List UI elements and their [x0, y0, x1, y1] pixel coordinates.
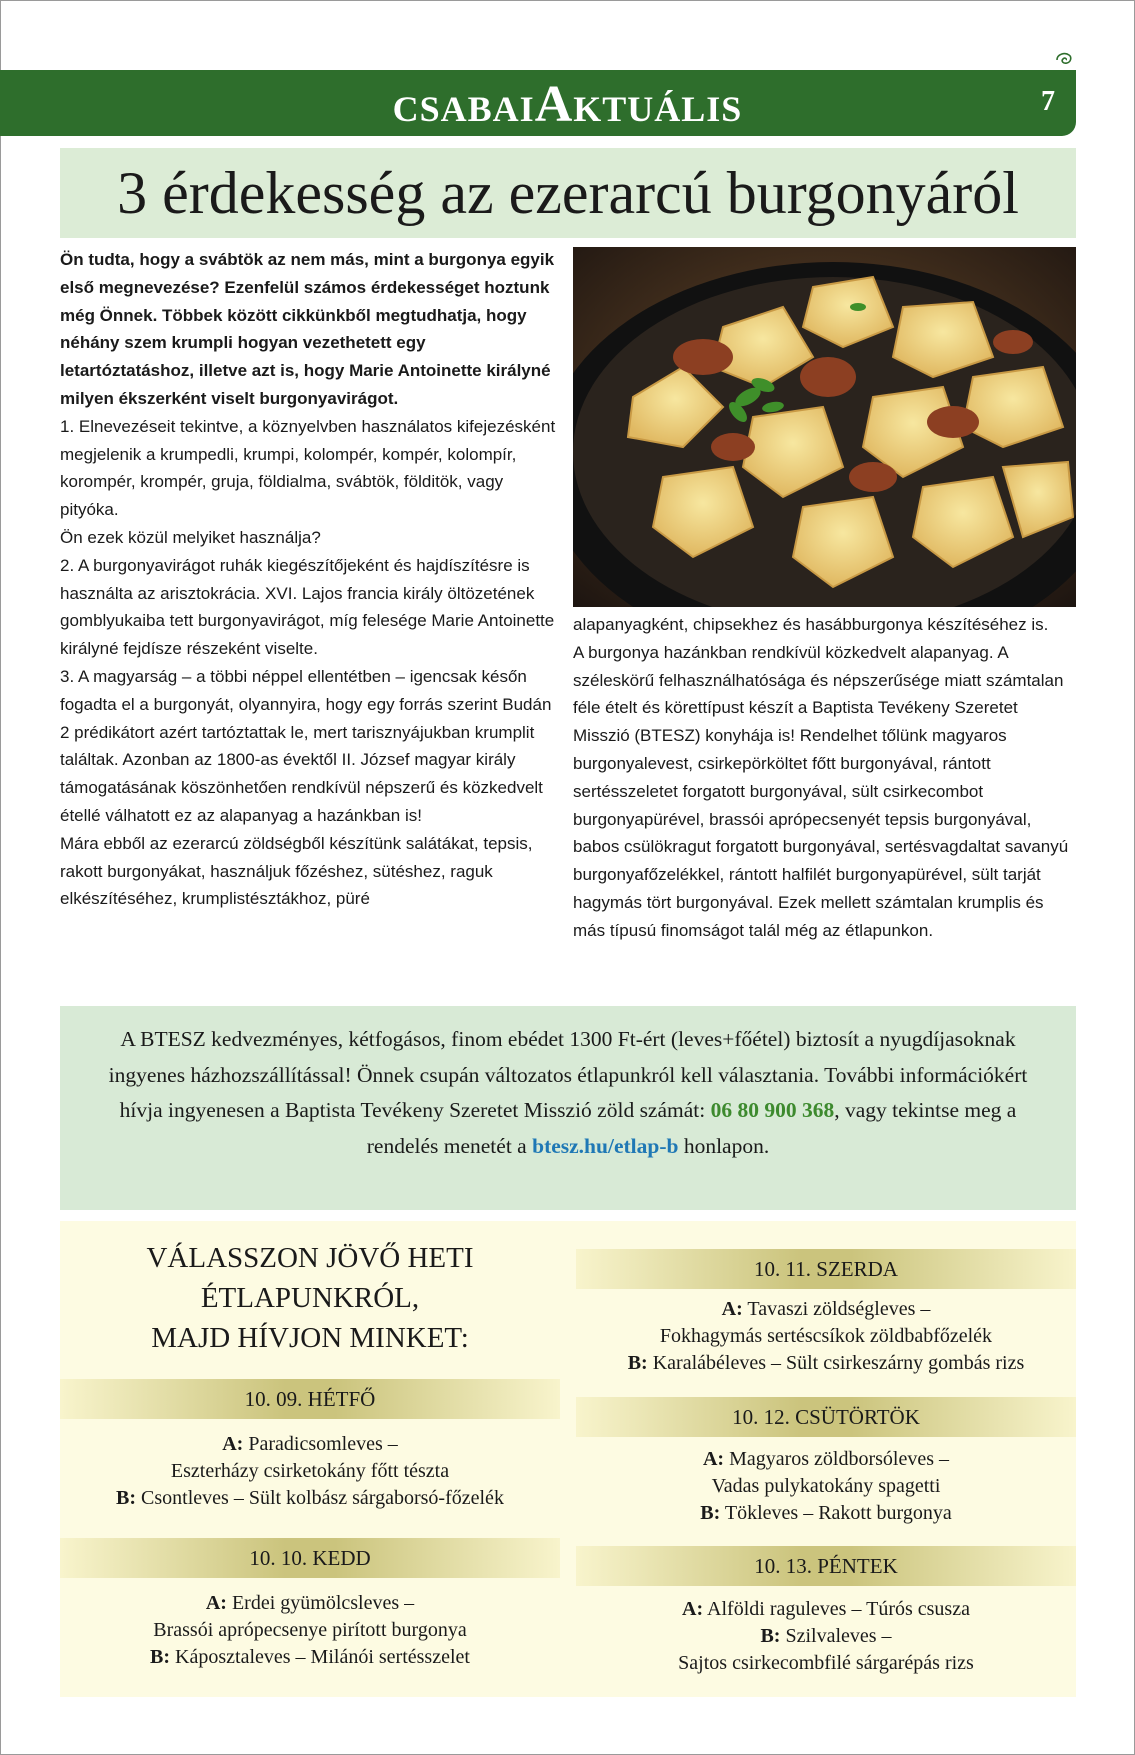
dish-line [60, 1485, 560, 1512]
dish-line: Eszterházy csirketokány főtt tészta [170, 1460, 450, 1482]
day-dishes-friday [576, 1596, 1076, 1677]
dish-line [60, 1644, 560, 1671]
day-header-thursday: 10. 12. CSÜTÖRTÖK [576, 1397, 1076, 1437]
dish-text: Karalábéleves – Sült csirkeszárny gombás rizs [647, 1352, 1025, 1374]
option-label: B: [627, 1352, 648, 1374]
dish-line [576, 1500, 1076, 1527]
dish-text: Erdei gyümölcsleves – [226, 1592, 415, 1614]
article-paragraph: 1. Elnevezéseit tekintve, a köznyelvben használatos kifejezésként megjelenik a krumpedli, krumpi, kolompér, kompér, kolompír, korompér, krompér, gruja, földialma, svábtök, földitök, vagy pityóka. [60, 416, 556, 520]
article-paragraph: alapanyagként, chipsekhez és hasábburgonya készítéséhez is. [573, 615, 1049, 634]
article-paragraph: A burgonya hazánkban rendkívül közkedvelt alapanyag. A széleskörű felhasználhatósága és népszerűsége miatt számtalan féle ételt és körettípust készít a Baptista Tevékeny Szeretet Misszió (BTESZ) konyhája is! Rendelhet tőlünk magyaros burgonyalevest, csirkepörköltet főtt burgonyával, rántott sertésszeletet forgatott burgonyával, sült csirkecombot burgonyapürével, brassói aprópecsenyét tepsis burgonyával, babos csülökragut forgatott burgonyával, sertésvagdaltat savanyú burgonyafőzelékkel, rántott halfilét burgonyapürével, sült tarját hagymás tört burgonyával. Ezek mellett számtalan krumplis és más típusú finomságot talál még az étlapunkon. [573, 642, 1069, 940]
phone-number: 06 80 900 368 [710, 1098, 835, 1122]
dish-text: Káposztaleves – Milánói sertésszelet [170, 1646, 470, 1668]
dish-text: Tavaszi zöldségleves – [742, 1298, 931, 1320]
masthead-prefix: CSABAI [392, 89, 535, 129]
option-label: B: [116, 1487, 137, 1509]
article-paragraph: 2. A burgonyavirágot ruhák kiegészítőjeként és hajdíszítésre is használta az arisztokrácia. XVI. Lajos francia király öltözetének gomblyukaiba tett burgonyavirágot, míg felesége Marie Antoinette királyné fejdísze részeként viselte. [60, 555, 555, 659]
masthead [0, 76, 1135, 138]
menu-heading-line: VÁLASSZON JÖVŐ HETI [146, 1242, 474, 1274]
dish-text: Magyaros zöldborsóleves – [724, 1448, 950, 1470]
day-header-monday: 10. 09. HÉTFŐ [60, 1379, 560, 1419]
dish-line: Vadas pulykatokány spagetti [711, 1475, 941, 1497]
masthead-suffix: KTUÁLIS [573, 89, 743, 129]
dish-text: Paradicsomleves – [243, 1433, 398, 1455]
dish-line [576, 1350, 1076, 1377]
dish-text: Szilvaleves – [780, 1625, 892, 1647]
article-left-column [60, 246, 560, 913]
menu-heading-line: ÉTLAPUNKRÓL, [200, 1282, 420, 1314]
dish-line: Brassói aprópecsenye pirított burgonya [153, 1619, 467, 1641]
article-paragraph: Mára ebből az ezerarcú zöldségből készítünk salátákat, tepsis, rakott burgonyákat, használjuk főzéshez, sütéshez, raguk elkészítéséhez, krumplistésztákhoz, püré [60, 833, 533, 909]
day-header-wednesday: 10. 11. SZERDA [576, 1249, 1076, 1289]
article-paragraph: Ön ezek közül melyiket használja? [60, 527, 321, 547]
info-text [100, 1022, 1036, 1164]
day-dishes-monday [60, 1431, 560, 1512]
article-right-column [573, 611, 1076, 945]
masthead-big-letter: A [534, 76, 574, 133]
dish-text: Alföldi raguleves – Túrós csusza [703, 1598, 970, 1620]
menu-heading [60, 1238, 560, 1358]
day-dishes-thursday [576, 1446, 1076, 1527]
option-label: A: [682, 1598, 704, 1620]
day-dishes-tuesday [60, 1590, 560, 1671]
potato-dish-photo [573, 247, 1076, 607]
info-text-part: honlapon. [678, 1133, 770, 1158]
website-link[interactable]: btesz.hu/etlap-b [532, 1133, 679, 1158]
dish-line: Fokhagymás sertéscsíkok zöldbabfőzelék [659, 1325, 993, 1347]
dish-line: Sajtos csirkecombfilé sárgarépás rizs [678, 1652, 974, 1674]
dish-line [576, 1623, 1076, 1650]
option-label: B: [700, 1502, 721, 1524]
day-dishes-wednesday [576, 1296, 1076, 1377]
dish-line [576, 1296, 1076, 1323]
option-label: A: [205, 1592, 227, 1614]
menu-heading-line: MAJD HÍVJON MINKET: [151, 1322, 469, 1354]
article-paragraph: 3. A magyarság – a többi néppel ellentétben – igencsak későn fogadta el a burgonyát, olyannyira, hogy egy forrás szerint Budán 2 prédikátort azért tartóztattak le, mert tarisznyájukban krumplit találtak. Azonban az 1800-as évektől II. József magyar király támogatásának köszönhetően rendkívül népszerű és közkedvelt étellé válhatott ez az alapanyag a hazánkban is! [60, 666, 552, 825]
dish-line [60, 1590, 560, 1617]
page-number: 7 [1041, 86, 1055, 117]
info-text-part: A BTESZ kedvezményes, kétfogásos, finom ebédet 1300 Ft-ért (leves+főétel) biztosít a nyugdíjasoknak ingyenes házhozszállítással! Önnek csupán változatos étlapunkról kell választania. További információkért hívja ingyenesen a Baptista Tevékeny Szeretet Misszió zöld számát: [108, 1027, 1028, 1122]
option-label: A: [702, 1448, 725, 1470]
dish-text: Csontleves – Sült kolbász sárgaborsó-főzelék [136, 1487, 504, 1509]
option-label: B: [150, 1646, 171, 1668]
option-label: A: [222, 1433, 244, 1455]
dish-line [576, 1446, 1076, 1473]
dish-text: Tökleves – Rakott burgonya [720, 1502, 952, 1524]
dish-line [576, 1596, 1076, 1623]
dish-line [60, 1431, 560, 1458]
day-header-tuesday: 10. 10. KEDD [60, 1538, 560, 1578]
day-header-friday: 10. 13. PÉNTEK [576, 1546, 1076, 1586]
article-title: 3 érdekesség az ezerarcú burgonyáról [117, 160, 1019, 226]
option-label: A: [721, 1298, 743, 1320]
info-text-part: , vagy tekintse meg a rendelés menetét a [366, 1098, 1017, 1158]
option-label: B: [760, 1625, 781, 1647]
swirl-icon [1055, 51, 1073, 67]
article-intro: Ön tudta, hogy a svábtök az nem más, mint a burgonya egyik első megnevezése? Ezenfelül számos érdekességet hoztunk még Önnek. Többek között cikkünkből megtudhatja, hogy néhány szem krumpli hogyan vezethetett egy letartóztatáshoz, illetve azt is, hogy Marie Antoinette királyné milyen ékszerként viselt burgonyavirágot. [60, 250, 555, 408]
